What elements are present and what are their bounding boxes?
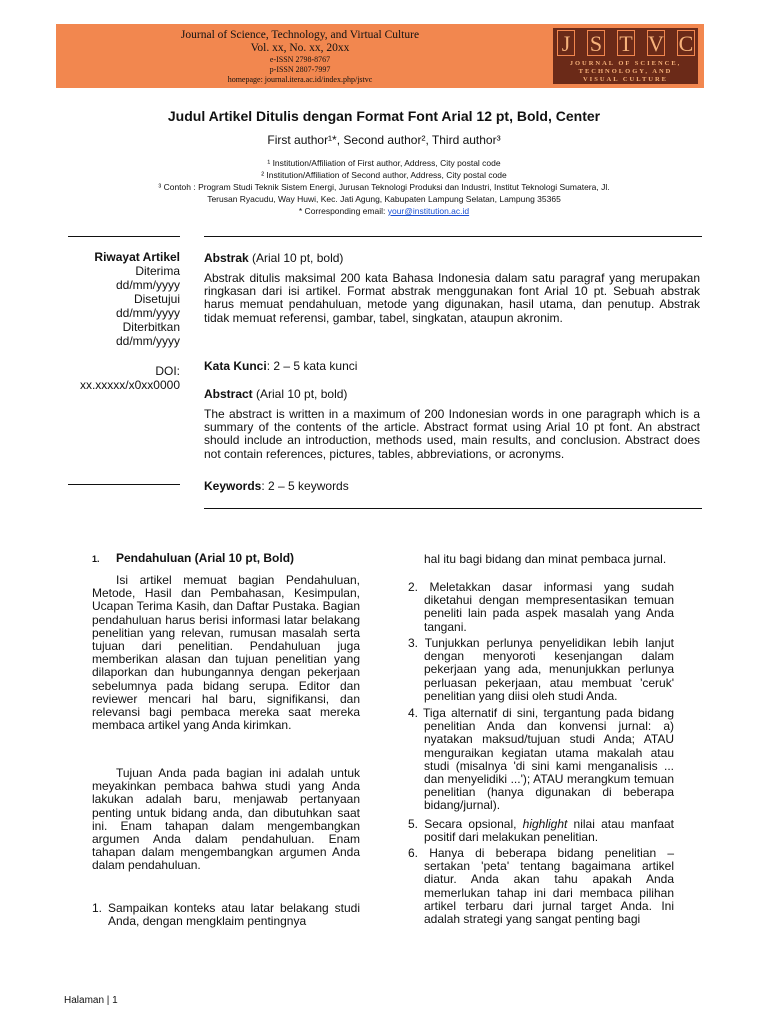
logo-letter: T: [617, 30, 635, 56]
kata-kunci-value: : 2 – 5 kata kunci: [266, 359, 358, 373]
logo-sub-line: VISUAL CULTURE: [582, 76, 668, 83]
logo-sub-line: JOURNAL OF SCIENCE,: [569, 60, 682, 67]
corresponding-email: [0, 205, 768, 217]
item5-pre: 5. Secara opsional,: [408, 817, 523, 831]
divider: [204, 508, 702, 509]
page-number: Halaman | 1: [64, 995, 118, 1006]
list-item: 6. Hanya di beberapa bidang penelitian – sertakan 'peta' tentang bagaimana artikel diatur. Anda akan tahu apakah Anda memerlukan tahap ini dari membaca pilihan artikel terbaru dari jurnal target Anda. Ini adalah strategi yang sangat penting bagi: [408, 846, 674, 927]
affiliation-3-cont: Terusan Ryacudu, Way Huwi, Kec. Jati Agung, Kabupaten Lampung Selatan, Lampung 35365: [207, 194, 561, 204]
item5-post: nilai atau manfaat positif dari melakukan penelitian.: [424, 817, 674, 845]
article-title: Judul Artikel Ditulis dengan Format Font Arial 12 pt, Bold, Center: [167, 108, 601, 124]
list-item: 2. Meletakkan dasar informasi yang sudah diketahui dengan mempresentasikan temuan peneliti lain pada aspek masalah yang Anda tangani.: [408, 580, 674, 634]
abstract-heading-bold: Abstract: [204, 387, 253, 401]
list-item: 1. Sampaikan konteks atau latar belakang studi Anda, dengan mengklaim pentingnya: [92, 901, 360, 929]
intro-paragraph-1: Isi artikel memuat bagian Pendahuluan, Metode, Hasil dan Pembahasan, Kesimpulan, Ucapan Terima Kasih, dan Daftar Pustaka. Bagian pendahuluan harus berisi informasi latar belakang penelitian yang relevan, rumusan masalah serta tujuan dari penelitian. Pendahuluan juga memberikan alasan dan tujuan penelitian yang dilaporkan dan hubungannya dengan pekerjaan sebelumnya pada bidang serupa. Editor dan reviewer mencari hal baru, signifikansi, dan relevansi bagi pembaca mereka saat mereka membaca artikel yang Anda kirimkan.: [92, 573, 360, 733]
abstract-heading-rest: (Arial 10 pt, bold): [252, 387, 348, 401]
logo-subtitle: [553, 60, 698, 84]
section-number: 1.: [92, 554, 100, 564]
abstrak-heading: [204, 252, 700, 265]
abstrak-heading-bold: Abstrak: [204, 251, 249, 265]
journal-homepage: homepage: journal.itera.ac.id/index.php/jstvc: [227, 75, 373, 84]
section-heading: [92, 552, 360, 566]
article-history: [62, 250, 180, 392]
abstrak-heading-rest: (Arial 10 pt, bold): [248, 251, 344, 265]
email-link[interactable]: your@institution.ac.id: [387, 206, 470, 216]
logo-sub-line: TECHNOLOGY, AND: [578, 68, 673, 75]
journal-info: [56, 29, 544, 85]
journal-header: [56, 24, 704, 88]
published-date: dd/mm/yyyy: [115, 334, 180, 348]
logo-letter: S: [587, 30, 605, 56]
published-label: Diterbitkan: [122, 320, 180, 334]
logo-letters: [557, 30, 695, 56]
journal-eissn: e-ISSN 2798-8767: [269, 55, 331, 64]
divider: [68, 484, 180, 485]
item5-emphasis: highlight: [522, 817, 568, 831]
received-date: dd/mm/yyyy: [115, 278, 180, 292]
divider: [204, 236, 702, 237]
accepted-date: dd/mm/yyyy: [115, 306, 180, 320]
list-item: 4. Tiga alternatif di sini, tergantung pada bidang penelitian Anda dan konvensi jurnal: a) nyatakan maksud/tujuan studi Anda; ATAU menguraikan kegiatan utama makalah atau studi (misalnya 'di sini kami menganalisis ... dan menyelidiki ...'); ATAU merangkum temuan penelitian (hanya digunakan di beberapa bidang/jurnal).: [408, 706, 674, 813]
article-authors: First author¹*, Second author², Third author³: [267, 133, 501, 147]
doi-value: xx.xxxxx/x0xx0000: [79, 378, 180, 392]
list-item: 3. Tunjukkan perlunya penyelidikan lebih lanjut dengan menyoroti kesenjangan dalam pekerjaan yang ada, menunjukkan perlunya perluasan pekerjaan, atau membuat 'ceruk' penelitian yang diisi oleh studi Anda.: [408, 636, 674, 703]
received-label: Diterima: [135, 264, 180, 278]
list-item: [408, 818, 674, 844]
kata-kunci-label: Kata Kunci: [204, 359, 267, 373]
corresp-label: * Corresponding email:: [298, 206, 388, 216]
accepted-label: Disetujui: [133, 292, 180, 306]
doi-label: DOI:: [155, 364, 180, 378]
divider: [68, 236, 180, 237]
affiliation-3: ³ Contoh : Program Studi Teknik Sistem Energi, Jurusan Teknologi Produksi dan Industri, Institut Teknologi Sumatera, Jl.: [158, 182, 610, 192]
intro-paragraph-2: Tujuan Anda pada bagian ini adalah untuk meyakinkan pembaca bahwa studi yang Anda lakukan adalah baru, menjawab pertanyaan penting untuk bidang anda, dan dibutuhkan saat ini. Enam tahapan dalam mengembangkan argumen Anda dalam pendahuluan. Enam tahapan dalam mengembangkan argumen Anda dalam pendahuluan.: [92, 766, 360, 873]
journal-volume: Vol. xx, No. xx, 20xx: [250, 42, 350, 54]
keywords-value: : 2 – 5 keywords: [261, 479, 349, 493]
abstract-body: The abstract is written in a maximum of 200 Indonesian words in one paragraph which is a summary of the contents of the article. Abstract format using Arial 10 pt font. An abstract should include an introduction, methods used, main results, and conclusion. Abstract does not contain references, pictures, tables, abbreviations, or acronyms.: [204, 407, 700, 461]
journal-logo: [545, 24, 704, 88]
journal-pissn: p-ISSN 2807-7997: [269, 65, 331, 74]
history-heading: Riwayat Artikel: [94, 250, 180, 264]
journal-name: Journal of Science, Technology, and Virtual Culture: [180, 29, 420, 41]
keywords: [204, 480, 700, 493]
affiliation-1: ¹ Institution/Affiliation of First author, Address, City postal code: [267, 158, 501, 168]
list-item-continued: hal itu bagi bidang dan minat pembaca jurnal.: [424, 552, 667, 566]
logo-letter: J: [557, 30, 575, 56]
abstract-heading: [204, 388, 700, 401]
kata-kunci: [204, 360, 700, 373]
abstrak-body: Abstrak ditulis maksimal 200 kata Bahasa Indonesia dalam satu paragraf yang merupakan ringkasan dari isi artikel. Format abstrak menggunakan font Arial 10 pt. Sebuah abstrak harus memuat pendahuluan, metode yang digunakan, hasil utama, dan penutup. Abstrak tidak memuat referensi, gambar, tabel, singkatan, ataupun akronim.: [204, 271, 700, 325]
section-title: Pendahuluan (Arial 10 pt, Bold): [116, 551, 295, 565]
logo-letter: C: [678, 31, 694, 56]
logo-letter: V: [648, 31, 664, 56]
keywords-label: Keywords: [204, 479, 262, 493]
affiliation-2: ² Institution/Affiliation of Second author, Address, City postal code: [261, 170, 507, 180]
